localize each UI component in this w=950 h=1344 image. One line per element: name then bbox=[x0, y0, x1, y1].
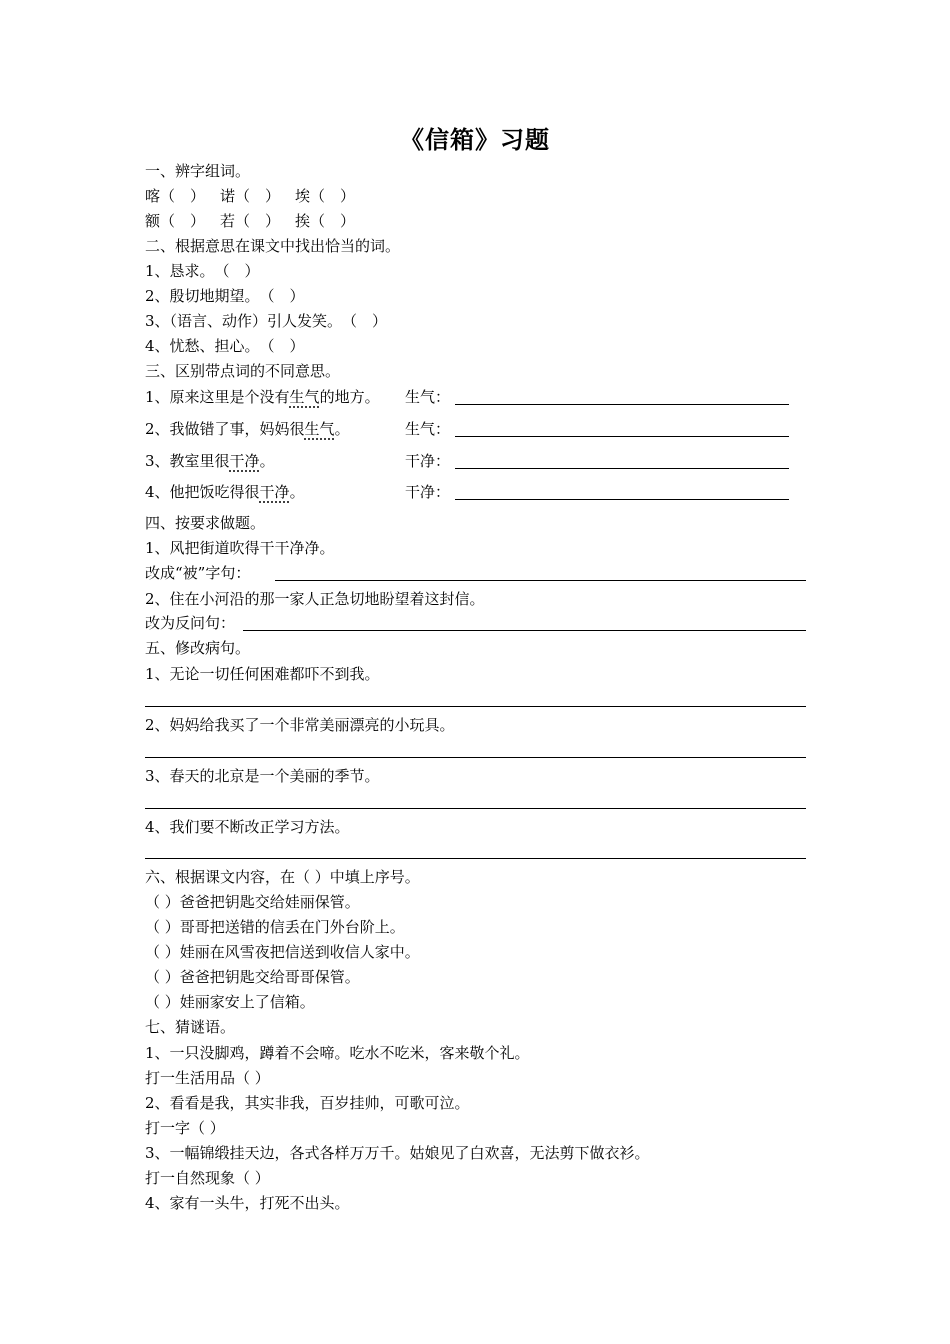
riddle-line: 3、一幅锦缎挂天边，各式各样万万千。姑娘见了白欢喜，无法剪下做衣衫。 bbox=[145, 1144, 650, 1162]
riddle-answer: 打一生活用品（ ） bbox=[145, 1069, 270, 1087]
section-1-heading: 一、辨字组词。 bbox=[145, 162, 251, 180]
riddle-line: 1、一只没脚鸡，蹲着不会啼。吃水不吃米，客来敬个礼。 bbox=[145, 1044, 530, 1062]
section-2-item: 2、殷切地期望。 （ ） bbox=[145, 287, 305, 305]
section-6-item: （ ）爸爸把钥匙交给娃丽保管。 bbox=[145, 893, 360, 911]
section-4-question: 2、住在小河沿的那一家人正急切地盼望着这封信。 bbox=[145, 590, 485, 608]
sentence-text: 。 bbox=[259, 452, 275, 470]
section-6-item: （ ）爸爸把钥匙交给哥哥保管。 bbox=[145, 968, 360, 986]
section-2-heading: 二、根据意思在课文中找出恰当的词。 bbox=[145, 237, 401, 255]
sentence-text: 2、我做错了事，妈妈很 bbox=[145, 420, 305, 438]
dotted-word: 干净 bbox=[229, 452, 260, 470]
section-3-item bbox=[145, 387, 380, 407]
section-3-item bbox=[145, 451, 275, 471]
sentence-text: 3、教室里很 bbox=[145, 452, 230, 470]
word-cell: 埃（ ） bbox=[295, 187, 356, 205]
section-3-item bbox=[145, 419, 350, 439]
sentence-text: 1、原来这里是个没有 bbox=[145, 388, 290, 406]
worksheet-title: 《信箱》习题 bbox=[400, 125, 550, 154]
answer-line[interactable] bbox=[145, 858, 806, 859]
word-cell: 若（ ） bbox=[220, 212, 281, 230]
answer-line[interactable] bbox=[455, 468, 789, 469]
sentence-text: 。 bbox=[334, 420, 350, 438]
answer-line[interactable] bbox=[455, 499, 789, 500]
riddle-answer: 打一自然现象（ ） bbox=[145, 1169, 270, 1187]
answer-line[interactable] bbox=[145, 706, 806, 707]
section-6-item: （ ）娃丽家安上了信箱。 bbox=[145, 993, 315, 1011]
section-4-heading: 四、按要求做题。 bbox=[145, 514, 266, 532]
dotted-word: 生气 bbox=[304, 420, 335, 438]
word-cell: 挨（ ） bbox=[295, 212, 356, 230]
answer-label: 干净： bbox=[405, 452, 451, 470]
section-7-heading: 七、猜谜语。 bbox=[145, 1018, 236, 1036]
section-5-item: 3、春天的北京是一个美丽的季节。 bbox=[145, 767, 380, 785]
dotted-word: 干净 bbox=[259, 483, 290, 501]
sentence-text: 4、他把饭吃得很 bbox=[145, 483, 260, 501]
section-5-heading: 五、修改病句。 bbox=[145, 639, 251, 657]
riddle-answer: 打一字（ ） bbox=[145, 1119, 225, 1137]
answer-label: 干净： bbox=[405, 483, 451, 501]
answer-label: 生气： bbox=[405, 388, 451, 406]
sentence-text: 的地方。 bbox=[319, 388, 380, 406]
section-1-row-2 bbox=[145, 211, 355, 231]
answer-line[interactable] bbox=[275, 580, 806, 581]
section-2-item: 4、忧愁、担心。 （ ） bbox=[145, 337, 305, 355]
answer-line[interactable] bbox=[455, 436, 789, 437]
word-cell: 额（ ） bbox=[145, 212, 206, 230]
sentence-text: 。 bbox=[289, 483, 305, 501]
section-3-heading: 三、区别带点词的不同意思。 bbox=[145, 362, 341, 380]
section-6-heading: 六、根据课文内容，在（ ）中填上序号。 bbox=[145, 868, 420, 886]
dotted-word: 生气 bbox=[289, 388, 320, 406]
answer-line[interactable] bbox=[455, 404, 789, 405]
section-4-question: 1、风把街道吹得干干净净。 bbox=[145, 539, 335, 557]
word-cell: 喀（ ） bbox=[145, 187, 206, 205]
section-5-item: 4、我们要不断改正学习方法。 bbox=[145, 818, 350, 836]
section-3-item bbox=[145, 482, 305, 502]
riddle-line: 2、看看是我，其实非我，百岁挂帅，可歌可泣。 bbox=[145, 1094, 470, 1112]
section-5-item: 1、无论一切任何困难都吓不到我。 bbox=[145, 665, 380, 683]
answer-label: 改成“被”字句： bbox=[145, 564, 251, 582]
answer-line[interactable] bbox=[145, 757, 806, 758]
word-cell: 诺（ ） bbox=[220, 187, 281, 205]
section-2-item: 1、恳求。 （ ） bbox=[145, 262, 260, 280]
answer-line[interactable] bbox=[145, 808, 806, 809]
section-1-row-1 bbox=[145, 186, 355, 206]
section-6-item: （ ）娃丽在风雪夜把信送到收信人家中。 bbox=[145, 943, 420, 961]
section-6-item: （ ）哥哥把送错的信丢在门外台阶上。 bbox=[145, 918, 405, 936]
answer-line[interactable] bbox=[243, 630, 806, 631]
answer-label: 生气： bbox=[405, 420, 451, 438]
riddle-line: 4、家有一头牛，打死不出头。 bbox=[145, 1194, 350, 1212]
section-5-item: 2、妈妈给我买了一个非常美丽漂亮的小玩具。 bbox=[145, 716, 455, 734]
section-2-item: 3、（语言、动作）引人发笑。 （ ） bbox=[145, 312, 388, 330]
answer-label: 改为反问句： bbox=[145, 614, 236, 632]
